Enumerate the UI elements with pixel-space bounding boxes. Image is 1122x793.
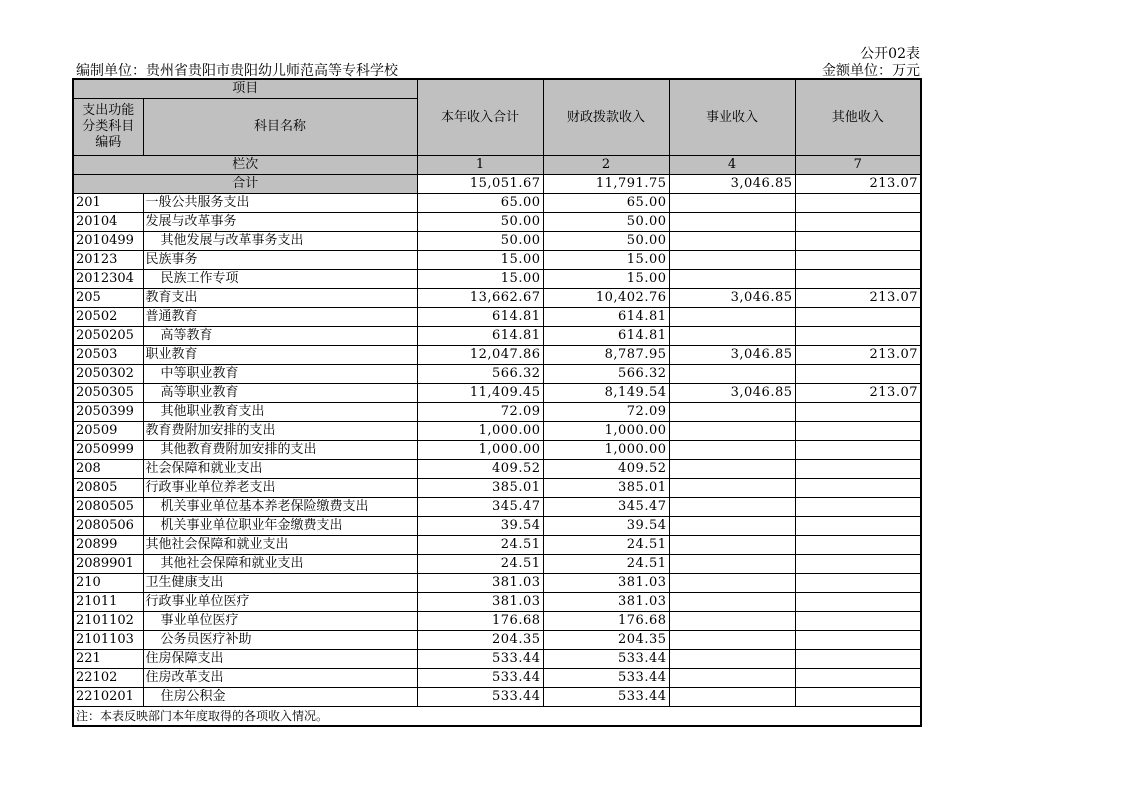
row-business (669, 194, 795, 213)
table-row (73, 251, 921, 270)
row-other: 213.07 (795, 346, 921, 365)
row-total-income: 614.81 (417, 308, 543, 327)
row-total-income: 566.32 (417, 365, 543, 384)
row-subject-name: 其他社会保障和就业支出 (143, 536, 417, 555)
table-row (73, 403, 921, 422)
row-code: 221 (73, 650, 143, 669)
row-total-income: 13,662.67 (417, 289, 543, 308)
row-total-income: 50.00 (417, 232, 543, 251)
row-code: 2010499 (73, 232, 143, 251)
header-func-code: 支出功能分类科目编码 (73, 99, 143, 156)
row-fiscal: 1,000.00 (543, 422, 669, 441)
row-subject-name: 民族事务 (143, 251, 417, 270)
row-total-income: 533.44 (417, 650, 543, 669)
row-business: 3,046.85 (669, 289, 795, 308)
row-business (669, 251, 795, 270)
row-business (669, 536, 795, 555)
row-code: 2101103 (73, 631, 143, 650)
row-fiscal: 381.03 (543, 593, 669, 612)
row-other (795, 308, 921, 327)
row-business (669, 574, 795, 593)
row-fiscal: 8,149.54 (543, 384, 669, 403)
row-fiscal: 614.81 (543, 308, 669, 327)
row-total-income: 381.03 (417, 593, 543, 612)
table-row (73, 555, 921, 574)
header-subject-name: 科目名称 (143, 99, 417, 156)
header-fiscal: 财政拨款收入 (543, 79, 669, 156)
seq-4: 7 (795, 156, 921, 175)
row-fiscal: 39.54 (543, 517, 669, 536)
row-other (795, 555, 921, 574)
report-meta-row (74, 60, 922, 77)
table-row (73, 650, 921, 669)
table-row (73, 631, 921, 650)
row-total-income: 12,047.86 (417, 346, 543, 365)
header-total-income: 本年收入合计 (417, 79, 543, 156)
row-subject-name: 高等教育 (143, 327, 417, 346)
table-row (73, 270, 921, 289)
row-fiscal: 204.35 (543, 631, 669, 650)
row-business (669, 479, 795, 498)
row-total-income: 409.52 (417, 460, 543, 479)
row-business: 3,046.85 (669, 346, 795, 365)
sum-label: 合计 (73, 175, 417, 194)
row-total-income: 533.44 (417, 688, 543, 707)
row-subject-name: 事业单位医疗 (143, 612, 417, 631)
row-total-income: 1,000.00 (417, 441, 543, 460)
table-row (73, 574, 921, 593)
header-item: 项目 (73, 79, 417, 99)
table-row (73, 365, 921, 384)
row-business (669, 422, 795, 441)
row-other (795, 650, 921, 669)
row-fiscal: 381.03 (543, 574, 669, 593)
row-fiscal: 10,402.76 (543, 289, 669, 308)
row-fiscal: 8,787.95 (543, 346, 669, 365)
table-row (73, 669, 921, 688)
row-fiscal: 24.51 (543, 555, 669, 574)
row-business (669, 650, 795, 669)
row-subject-name: 其他教育费附加安排的支出 (143, 441, 417, 460)
row-business (669, 593, 795, 612)
row-fiscal: 1,000.00 (543, 441, 669, 460)
row-subject-name: 公务员医疗补助 (143, 631, 417, 650)
row-total-income: 345.47 (417, 498, 543, 517)
row-subject-name: 教育支出 (143, 289, 417, 308)
row-other (795, 365, 921, 384)
table-row (73, 308, 921, 327)
row-fiscal: 566.32 (543, 365, 669, 384)
row-code: 201 (73, 194, 143, 213)
row-total-income: 614.81 (417, 327, 543, 346)
row-subject-name: 社会保障和就业支出 (143, 460, 417, 479)
row-fiscal: 15.00 (543, 270, 669, 289)
row-total-income: 1,000.00 (417, 422, 543, 441)
row-subject-name: 其他社会保障和就业支出 (143, 555, 417, 574)
row-other: 213.07 (795, 289, 921, 308)
row-subject-name: 一般公共服务支出 (143, 194, 417, 213)
row-total-income: 15.00 (417, 251, 543, 270)
row-fiscal: 409.52 (543, 460, 669, 479)
row-subject-name: 其他发展与改革事务支出 (143, 232, 417, 251)
row-other (795, 194, 921, 213)
row-other (795, 669, 921, 688)
row-code: 20503 (73, 346, 143, 365)
row-other (795, 327, 921, 346)
row-business (669, 308, 795, 327)
row-business (669, 232, 795, 251)
row-subject-name: 中等职业教育 (143, 365, 417, 384)
row-code: 205 (73, 289, 143, 308)
row-subject-name: 教育费附加安排的支出 (143, 422, 417, 441)
sum-total: 15,051.67 (417, 175, 543, 194)
row-subject-name: 民族工作专项 (143, 270, 417, 289)
row-total-income: 65.00 (417, 194, 543, 213)
row-total-income: 381.03 (417, 574, 543, 593)
table-row (73, 498, 921, 517)
row-fiscal: 533.44 (543, 688, 669, 707)
table-row (73, 536, 921, 555)
row-fiscal: 533.44 (543, 669, 669, 688)
row-code: 2050205 (73, 327, 143, 346)
row-other (795, 460, 921, 479)
row-business (669, 365, 795, 384)
row-other (795, 593, 921, 612)
row-business (669, 517, 795, 536)
row-subject-name: 住房保障支出 (143, 650, 417, 669)
row-fiscal: 65.00 (543, 194, 669, 213)
row-code: 2089901 (73, 555, 143, 574)
row-code: 20509 (73, 422, 143, 441)
table-row (73, 289, 921, 308)
row-other (795, 422, 921, 441)
row-subject-name: 普通教育 (143, 308, 417, 327)
row-business (669, 688, 795, 707)
table-row (73, 194, 921, 213)
row-total-income: 50.00 (417, 213, 543, 232)
row-code: 20104 (73, 213, 143, 232)
row-business (669, 460, 795, 479)
seq-2: 2 (543, 156, 669, 175)
table-body (73, 194, 921, 707)
row-fiscal: 24.51 (543, 536, 669, 555)
footer-note: 注：本表反映部门本年度取得的各项收入情况。 (73, 707, 921, 727)
row-code: 2012304 (73, 270, 143, 289)
row-code: 2101102 (73, 612, 143, 631)
row-fiscal: 50.00 (543, 232, 669, 251)
row-total-income: 24.51 (417, 536, 543, 555)
row-subject-name: 机关事业单位基本养老保险缴费支出 (143, 498, 417, 517)
row-code: 2050305 (73, 384, 143, 403)
row-business (669, 631, 795, 650)
row-code: 2080505 (73, 498, 143, 517)
table-row (73, 384, 921, 403)
seq-label: 栏次 (73, 156, 417, 175)
row-code: 20502 (73, 308, 143, 327)
row-other (795, 251, 921, 270)
row-total-income: 72.09 (417, 403, 543, 422)
row-other: 213.07 (795, 384, 921, 403)
table-row (73, 441, 921, 460)
table-row (73, 213, 921, 232)
row-code: 208 (73, 460, 143, 479)
table-row (73, 593, 921, 612)
row-business (669, 270, 795, 289)
row-code: 210 (73, 574, 143, 593)
row-other (795, 403, 921, 422)
org-label: 编制单位：贵州省贵阳市贵阳幼儿师范高等专科学校 (76, 63, 398, 79)
sum-business: 3,046.85 (669, 175, 795, 194)
table-row (73, 422, 921, 441)
row-code: 22102 (73, 669, 143, 688)
row-subject-name: 发展与改革事务 (143, 213, 417, 232)
row-subject-name: 住房公积金 (143, 688, 417, 707)
row-fiscal: 50.00 (543, 213, 669, 232)
seq-1: 1 (417, 156, 543, 175)
row-total-income: 15.00 (417, 270, 543, 289)
row-fiscal: 385.01 (543, 479, 669, 498)
row-business (669, 612, 795, 631)
unit-label: 金额单位：万元 (822, 63, 920, 79)
row-other (795, 479, 921, 498)
table-row (73, 232, 921, 251)
row-code: 2210201 (73, 688, 143, 707)
row-business (669, 213, 795, 232)
table-row (73, 612, 921, 631)
row-other (795, 232, 921, 251)
row-fiscal: 533.44 (543, 650, 669, 669)
form-code: 公开02表 (860, 46, 920, 62)
row-code: 2080506 (73, 517, 143, 536)
row-subject-name: 机关事业单位职业年金缴费支出 (143, 517, 417, 536)
row-subject-name: 行政事业单位医疗 (143, 593, 417, 612)
row-other (795, 517, 921, 536)
row-total-income: 204.35 (417, 631, 543, 650)
row-code: 20805 (73, 479, 143, 498)
seq-3: 4 (669, 156, 795, 175)
row-subject-name: 高等职业教育 (143, 384, 417, 403)
row-code: 2050399 (73, 403, 143, 422)
table-row (73, 327, 921, 346)
row-business (669, 498, 795, 517)
row-business: 3,046.85 (669, 384, 795, 403)
row-total-income: 24.51 (417, 555, 543, 574)
table-row (73, 460, 921, 479)
row-other (795, 612, 921, 631)
row-business (669, 403, 795, 422)
row-other (795, 270, 921, 289)
row-fiscal: 72.09 (543, 403, 669, 422)
header-other: 其他收入 (795, 79, 921, 156)
row-total-income: 533.44 (417, 669, 543, 688)
row-fiscal: 176.68 (543, 612, 669, 631)
income-report-table (72, 78, 922, 727)
row-business (669, 327, 795, 346)
row-fiscal: 15.00 (543, 251, 669, 270)
row-total-income: 176.68 (417, 612, 543, 631)
row-fiscal: 345.47 (543, 498, 669, 517)
sum-other: 213.07 (795, 175, 921, 194)
table-row (73, 688, 921, 707)
header-business: 事业收入 (669, 79, 795, 156)
table-row (73, 346, 921, 365)
row-other (795, 441, 921, 460)
row-subject-name: 行政事业单位养老支出 (143, 479, 417, 498)
row-subject-name: 其他职业教育支出 (143, 403, 417, 422)
row-business (669, 441, 795, 460)
row-code: 20123 (73, 251, 143, 270)
row-code: 2050302 (73, 365, 143, 384)
row-total-income: 39.54 (417, 517, 543, 536)
row-business (669, 555, 795, 574)
row-subject-name: 卫生健康支出 (143, 574, 417, 593)
row-fiscal: 614.81 (543, 327, 669, 346)
row-business (669, 669, 795, 688)
row-other (795, 631, 921, 650)
row-other (795, 574, 921, 593)
row-total-income: 11,409.45 (417, 384, 543, 403)
row-other (795, 536, 921, 555)
row-other (795, 213, 921, 232)
row-other (795, 498, 921, 517)
row-other (795, 688, 921, 707)
table-row (73, 479, 921, 498)
row-code: 20899 (73, 536, 143, 555)
table-row (73, 517, 921, 536)
row-total-income: 385.01 (417, 479, 543, 498)
row-subject-name: 职业教育 (143, 346, 417, 365)
row-subject-name: 住房改革支出 (143, 669, 417, 688)
sum-fiscal: 11,791.75 (543, 175, 669, 194)
row-code: 2050999 (73, 441, 143, 460)
row-code: 21011 (73, 593, 143, 612)
